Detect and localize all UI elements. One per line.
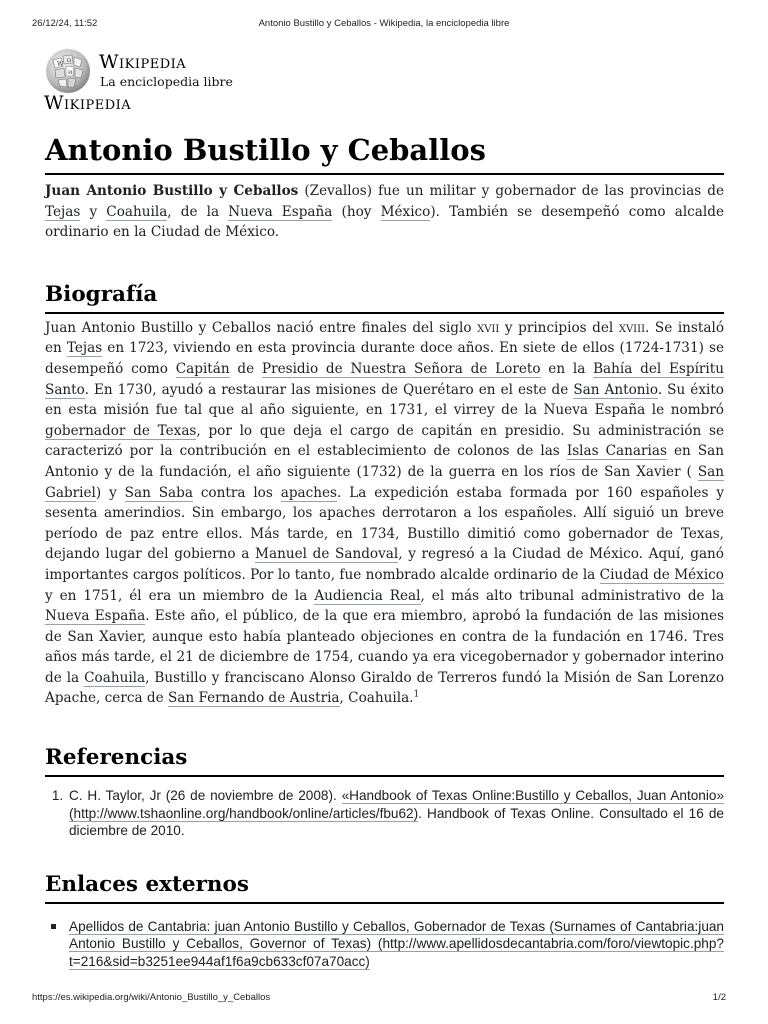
print-page-title: Antonio Bustillo y Ceballos - Wikipedia, la enciclopedia libre [258, 18, 510, 29]
text: de [229, 360, 262, 377]
text: contra los [192, 484, 281, 501]
link-nueva-espana[interactable]: Nueva España [228, 203, 333, 220]
text: (Zevallos) fue un militar y gobernador de las provincias de [298, 183, 724, 199]
text: . Este año, el público, de la que era miembro, aprobó la fundación de las misiones de San Xavier, aunque esto había planteado objeciones en contra de la fundación en 1746. Tres años más tarde, el 21 de diciembre de 1754, cuando ya era vicegobernador y gobernador interino de la [45, 608, 724, 686]
section-heading-biografia: Biografía [45, 280, 724, 314]
century-numeral: xvii [477, 319, 500, 336]
text: y [80, 203, 107, 220]
text: . En 1730, ayudó a restaurar las misiones de Querétaro en el este de [84, 381, 574, 398]
page-title: Antonio Bustillo y Ceballos [45, 130, 724, 175]
link-san-antonio[interactable]: San Antonio [573, 381, 658, 398]
external-link-item [67, 918, 724, 971]
external-links-list [45, 918, 724, 971]
link-tejas[interactable]: Tejas [45, 203, 81, 220]
wikipedia-wordmark: Wikipedia [99, 51, 187, 73]
link-san-gabriel[interactable]: San Gabriel [45, 463, 724, 501]
text: en 1723, viviendo en esta provincia durante doce años. En siete de ellos (1724-1731) se desempeñó como [45, 340, 724, 377]
text: , Coahuila. [339, 690, 414, 707]
text: (hoy [332, 203, 381, 220]
link-islas-canarias[interactable]: Islas Canarias [566, 443, 667, 460]
text: , por lo que deja el cargo de capitán en presidio. Su administración se caracterizó por la contribución en el establecimiento de colonos de las [45, 422, 724, 460]
text: , de la [167, 203, 229, 220]
text: C. H. Taylor, Jr (26 de noviembre de 2008). [69, 788, 342, 804]
link-coahuila[interactable]: Coahuila [106, 203, 168, 220]
text: . Su éxito en esta misión fue tal que al año siguiente, en 1731, el virrey de la Nueva España le nombró [45, 381, 724, 419]
text: ). También se desempeñó como alcalde ordinario en la Ciudad de México. [45, 203, 724, 241]
text: en San Antonio y de la fundación, el año siguiente (1732) de la guerra en los ríos de San Xavier ( [45, 443, 724, 480]
svg-text:И: И [68, 70, 73, 76]
wikipedia-tagline: La enciclopedia libre [100, 74, 233, 89]
lead-paragraph [45, 181, 724, 243]
references-list [45, 787, 724, 840]
link-gobernador-texas[interactable]: gobernador de Texas [45, 422, 197, 439]
print-footer [32, 992, 736, 1006]
link-san-saba[interactable]: San Saba [124, 484, 193, 501]
biografia-paragraph [45, 318, 724, 709]
wikipedia-logo[interactable] [43, 46, 243, 98]
text: . Handbook of Texas Online. Consultado el 16 de diciembre de 2010. [69, 805, 724, 839]
link-tejas[interactable]: Tejas [66, 340, 103, 357]
link-mexico[interactable]: México [380, 203, 431, 220]
link-ciudad-de-mexico[interactable]: Ciudad de México [599, 566, 724, 583]
reference-link[interactable]: «Handbook of Texas Online:Bustillo y Ceballos, Juan Antonio» (http://www.tshaonline.org/handbook/online/articles/fbu62) [69, 788, 725, 821]
link-manuel-de-sandoval[interactable]: Manuel de Sandoval [255, 546, 399, 563]
reference-marker[interactable]: 1 [413, 689, 420, 700]
link-capitan[interactable]: Capitán [175, 360, 230, 377]
print-timestamp: 26/12/24, 11:52 [32, 18, 98, 29]
section-heading-enlaces-externos: Enlaces externos [45, 870, 724, 904]
print-page-number: 1/2 [712, 992, 726, 1003]
print-header [32, 18, 736, 32]
link-audiencia-real[interactable]: Audiencia Real [314, 587, 421, 604]
link-bahia-espiritu-santo[interactable]: Bahía del Espíritu Santo [45, 360, 724, 398]
bullet-icon [51, 924, 56, 929]
text: Juan Antonio Bustillo y Ceballos nació entre finales del siglo [45, 319, 478, 336]
svg-text:Ω: Ω [67, 58, 72, 64]
text: en la [540, 360, 594, 377]
text: ) y [95, 484, 125, 501]
external-link[interactable]: Apellidos de Cantabria: juan Antonio Bustillo y Ceballos, Gobernador de Texas (Surnames of Cantabria:juan Antonio Bustillo y Ceballos, Governor of Texas) (http://www.apellidosdecantabria.com/foro/viewtopic.php?t=216&sid=b3251ee944af1f6a9cb633cf07a70acc) [69, 918, 724, 969]
subject-name: Juan Antonio Bustillo y Ceballos [45, 183, 299, 199]
wikipedia-globe-icon [43, 46, 93, 96]
section-heading-referencias: Referencias [45, 743, 724, 777]
print-url: https://es.wikipedia.org/wiki/Antonio_Bustillo_y_Ceballos [32, 992, 271, 1003]
text: y en 1751, él era un miembro de la [45, 587, 315, 604]
link-nueva-espana[interactable]: Nueva España [45, 608, 146, 625]
text: , y regresó a la Ciudad de México. Aquí, ganó importantes cargos políticos. Por lo tanto, fue nombrado alcalde ordinario de la [45, 546, 724, 583]
text: . La expedición estaba formada por 160 españoles y sesenta amerindios. Sin embargo, los apaches derrotaron a los españoles. Allí siguió un breve período de paz entre ellos. Más tarde, en 1734, Bustillo dimitió como gobernador de Texas, dejando lugar del gobierno a [45, 484, 724, 563]
reference-item [67, 787, 724, 840]
century-numeral: xviii [618, 319, 646, 336]
link-apaches[interactable]: apaches [280, 484, 338, 501]
text: , el más alto tribunal administrativo de la [420, 587, 725, 604]
text: . Se instaló en [45, 319, 724, 357]
link-presidio-loreto[interactable]: Presidio de Nuestra Señora de Loreto [261, 360, 541, 377]
link-san-fernando-de-austria[interactable]: San Fernando de Austria [167, 690, 340, 707]
article-content [45, 130, 724, 970]
text: y principios del [499, 319, 619, 336]
link-coahuila[interactable]: Coahuila [84, 669, 146, 686]
text: , Bustillo y franciscano Alonso Giraldo de Terreros fundó la Misión de San Lorenzo Apache, cerca de [45, 669, 724, 707]
svg-text:W: W [57, 61, 64, 68]
wikipedia-wordmark-secondary: Wikipedia [44, 92, 132, 114]
